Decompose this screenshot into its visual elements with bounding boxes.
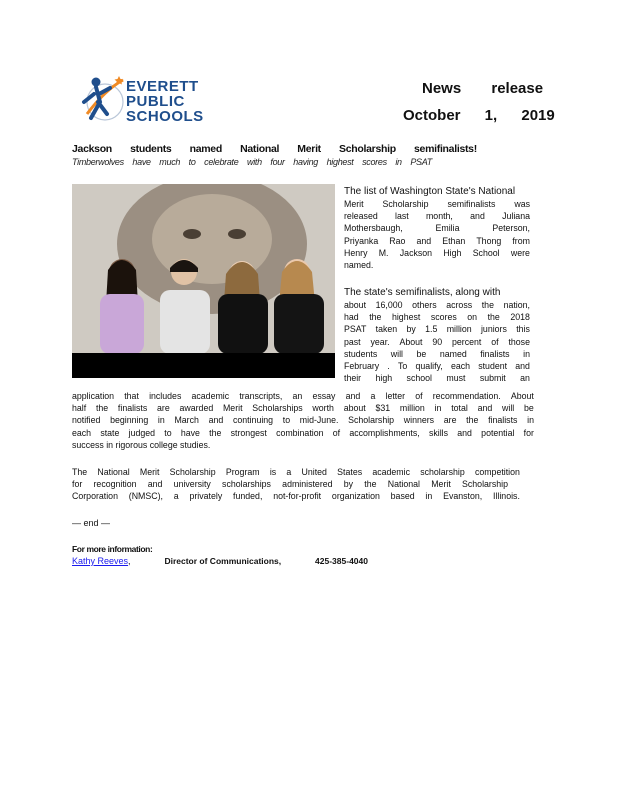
para1-line-0: The list of Washington State's National	[344, 186, 516, 197]
word: high	[375, 373, 393, 384]
word: and	[457, 427, 472, 438]
paragraph-1	[344, 186, 530, 271]
word: organization	[331, 491, 380, 502]
word: beginning	[110, 415, 149, 426]
word: finalists	[488, 415, 518, 426]
contact-label: For more information:	[72, 544, 153, 554]
word: the	[369, 312, 382, 323]
word: essay	[312, 391, 336, 401]
word: million	[446, 324, 472, 335]
word: each	[450, 361, 471, 372]
para2-line	[344, 348, 530, 360]
contact-phone: 425-385-4040	[315, 556, 368, 566]
word: Timberwolves	[72, 157, 124, 167]
word: year.	[370, 336, 390, 347]
headline	[72, 143, 477, 155]
word: High	[443, 247, 462, 258]
paragraph-3	[72, 466, 520, 503]
word: the	[364, 479, 377, 490]
word: in	[523, 348, 530, 359]
word: a	[173, 491, 179, 502]
word: much	[159, 157, 181, 167]
word: the	[95, 403, 109, 414]
word: skills	[428, 427, 449, 438]
word: accomplishments,	[349, 427, 420, 438]
word: transcripts,	[239, 391, 283, 401]
para1-line	[344, 198, 530, 210]
para2-line	[344, 372, 530, 384]
paragraph-2-right	[344, 287, 530, 384]
word: a	[370, 391, 376, 401]
para2-line	[344, 323, 530, 335]
word: of	[415, 391, 423, 401]
word: National	[97, 467, 130, 477]
logo-line-1: EVERETT	[126, 78, 199, 95]
word: highest	[326, 157, 354, 167]
word: four	[270, 157, 285, 167]
para2-line	[344, 336, 530, 348]
word: be	[523, 403, 534, 414]
word: continuing	[232, 415, 274, 426]
word: and	[470, 211, 485, 222]
word: $31	[375, 403, 391, 414]
word: not-for-profit	[273, 491, 322, 502]
word: scholarship	[420, 467, 465, 477]
word: submit	[479, 373, 506, 384]
release-date: October 1, 2019	[403, 107, 555, 124]
word: Corporation	[72, 491, 118, 502]
word: Jackson	[399, 247, 433, 258]
word: (NMSC),	[128, 491, 163, 502]
word: 16,000	[375, 300, 403, 310]
word: finalists	[480, 348, 510, 359]
word: the	[487, 312, 500, 323]
para3-line	[72, 478, 508, 490]
word: 2018	[510, 312, 530, 323]
word: .	[387, 361, 390, 372]
word: 1.5	[425, 324, 438, 335]
para1-line	[344, 235, 530, 247]
word: to	[282, 415, 291, 426]
word: Merit	[344, 199, 364, 209]
photo-caption-redaction	[72, 353, 335, 378]
word: their	[344, 373, 362, 384]
word: notified	[72, 415, 101, 426]
word: PSAT	[344, 324, 367, 335]
para3-line	[72, 466, 520, 478]
para1-line	[344, 222, 530, 234]
para1-line: named.	[344, 260, 374, 271]
subhead	[72, 157, 432, 167]
word: in	[425, 491, 433, 502]
para2-line	[344, 360, 530, 372]
word: percent	[452, 336, 482, 347]
word: based	[390, 491, 415, 502]
para2-full-line	[72, 427, 534, 439]
word: university	[173, 479, 211, 490]
word: awarded	[179, 403, 214, 414]
word: Merit	[431, 479, 451, 490]
word: school	[406, 373, 432, 384]
word: total	[451, 403, 468, 414]
word: scores	[430, 312, 457, 323]
word: by	[406, 324, 416, 335]
para1-line	[344, 247, 530, 259]
word: half	[72, 403, 87, 414]
word: March	[174, 415, 199, 426]
word: highest	[391, 312, 421, 323]
word: in	[434, 403, 442, 414]
word: in	[157, 415, 165, 426]
word: were	[510, 247, 530, 258]
word: students	[344, 348, 378, 359]
word: Evanston,	[443, 491, 483, 502]
word: this	[516, 324, 530, 335]
word: Juliana	[502, 211, 530, 222]
para3-line	[72, 490, 520, 502]
para2-full-line: success in rigorous college studies.	[72, 439, 211, 450]
word: those	[508, 336, 530, 347]
word: academic	[372, 467, 410, 477]
word: about	[343, 403, 366, 414]
word: February	[344, 361, 380, 372]
word: semifinalists	[447, 199, 496, 209]
word: celebrate	[204, 157, 239, 167]
word: released	[344, 211, 378, 222]
contact-line	[72, 556, 368, 566]
word: Emilia	[435, 223, 460, 234]
para2-line	[344, 311, 530, 323]
word: the	[209, 427, 222, 438]
word: and	[345, 391, 361, 401]
word: million	[399, 403, 425, 414]
word: funded,	[233, 491, 263, 502]
word: and	[147, 479, 163, 490]
word: Jackson	[72, 143, 112, 155]
word: National	[240, 143, 280, 155]
word: Merit	[222, 403, 243, 414]
word: strongest	[230, 427, 267, 438]
paragraph-2-full	[72, 390, 534, 451]
word: Scholarship	[348, 415, 395, 426]
contact-separator: ,	[128, 556, 131, 566]
word: an	[520, 373, 530, 384]
word: an	[292, 391, 303, 401]
word: Scholarships	[252, 403, 303, 414]
word: Scholarship	[169, 467, 216, 477]
word: National	[387, 479, 421, 490]
word: by	[343, 479, 354, 490]
para2-line	[344, 299, 530, 311]
word: that	[124, 391, 139, 401]
word: recognition	[93, 479, 137, 490]
contact-role: Director of Communications,	[164, 556, 282, 566]
logo-line-3: SCHOOLS	[126, 108, 204, 125]
contact-name-link[interactable]: Kathy Reeves	[72, 556, 129, 566]
para1-line	[344, 210, 530, 222]
release-title: News release	[422, 80, 544, 97]
word: last	[395, 211, 409, 222]
word: Scholarship	[339, 143, 396, 155]
logo-text	[126, 79, 204, 124]
word: named	[189, 143, 222, 155]
word: have	[180, 427, 200, 438]
word: Mothersbaugh,	[344, 223, 403, 234]
end-mark: — end —	[72, 518, 111, 528]
word: PSAT	[410, 157, 432, 167]
word: United	[301, 467, 327, 477]
word: winners	[403, 415, 435, 426]
word: application	[72, 391, 115, 401]
word: Rao	[389, 235, 406, 246]
word: will	[502, 403, 515, 414]
word: in	[395, 157, 402, 167]
word: a	[286, 467, 292, 477]
word: nation,	[503, 300, 530, 310]
word: on	[467, 312, 478, 323]
word: of	[491, 336, 499, 347]
word: semifinalists!	[414, 143, 477, 155]
word: month,	[425, 211, 453, 222]
word: letter	[385, 391, 406, 401]
word: others	[412, 300, 437, 310]
word: scores	[362, 157, 387, 167]
word: Merit	[297, 143, 321, 155]
word: scholarships	[222, 479, 271, 490]
word: recommendation.	[432, 391, 501, 401]
word: The	[72, 467, 88, 477]
word: competition	[474, 467, 520, 477]
word: are	[443, 415, 457, 426]
word: student	[478, 361, 508, 372]
word: and	[208, 415, 224, 426]
word: have	[132, 157, 151, 167]
word: will	[390, 348, 403, 359]
word: finalists	[117, 403, 148, 414]
word: across	[446, 300, 473, 310]
word: from	[512, 235, 530, 246]
word: mid-June.	[299, 415, 339, 426]
word: School	[472, 247, 500, 258]
word: potential	[481, 427, 515, 438]
students-photo	[72, 184, 335, 354]
word: the	[466, 415, 479, 426]
word: Scholarship	[382, 199, 429, 209]
word: with	[247, 157, 262, 167]
word: Scholarship	[462, 479, 508, 490]
word: worth	[312, 403, 334, 414]
word: Peterson,	[492, 223, 530, 234]
word: the	[481, 300, 494, 310]
word: each	[72, 427, 92, 438]
word: To	[398, 361, 408, 372]
word: juniors	[480, 324, 507, 335]
para2-full-line	[72, 390, 534, 402]
word: and	[477, 403, 493, 414]
word: named	[439, 348, 467, 359]
word: Thong	[476, 235, 502, 246]
word: Priyanka	[344, 235, 379, 246]
word: Merit	[139, 467, 160, 477]
logo-line-2: PUBLIC	[126, 93, 185, 110]
word: be	[416, 348, 427, 359]
word: About	[399, 336, 423, 347]
para2-full-line	[72, 414, 534, 426]
word: 90	[432, 336, 443, 347]
word: Ethan	[442, 235, 466, 246]
word: and	[416, 235, 432, 246]
word: Henry	[344, 247, 368, 258]
word: taken	[375, 324, 398, 335]
word: must	[446, 373, 466, 384]
word: having	[293, 157, 319, 167]
word: students	[130, 143, 172, 155]
para2-full-line	[72, 402, 534, 414]
word: Program	[225, 467, 260, 477]
word: for	[523, 427, 534, 438]
word: and	[515, 361, 530, 372]
word: to	[164, 427, 172, 438]
word: includes	[149, 391, 182, 401]
word: to	[188, 157, 196, 167]
logo-figure-icon	[77, 72, 127, 128]
word: in	[527, 415, 534, 426]
word: for	[72, 479, 83, 490]
word: had	[344, 312, 359, 323]
word: States	[337, 467, 363, 477]
word: qualify,	[415, 361, 443, 372]
word: judged	[128, 427, 156, 438]
word: combination	[276, 427, 324, 438]
word: past	[344, 336, 361, 347]
word: academic	[191, 391, 230, 401]
word: privately	[189, 491, 223, 502]
word: of	[332, 427, 341, 438]
word: administered	[282, 479, 333, 490]
para2-line-0: The state's semifinalists, along with	[344, 287, 501, 298]
word: is	[269, 467, 277, 477]
word: M.	[378, 247, 389, 258]
word: state	[100, 427, 120, 438]
word: About	[510, 391, 534, 401]
word: was	[514, 199, 530, 209]
word: about	[344, 300, 367, 310]
word: Illinois.	[493, 491, 520, 502]
word: are	[157, 403, 170, 414]
